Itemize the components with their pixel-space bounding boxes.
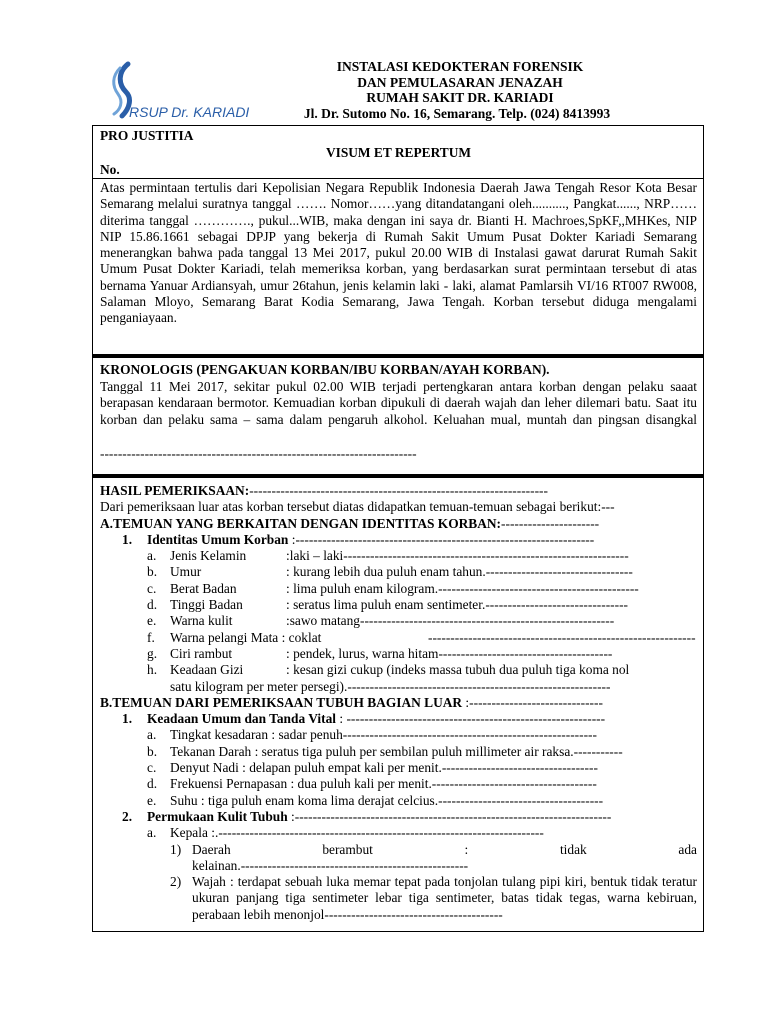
sub2-row: 2) Wajah : terdapat sebuah luka memar tepat pada tonjolan tulang pipi kiri, bentuk tidak teratur ukuran panjang tiga sentimeter lebar tiga sentimeter, batas tidak tegas, warna kebiruan, perabaan lebih menonjol---------------------------------------- <box>170 874 697 922</box>
vital-heading-row: 1. Keadaan Umum dan Tanda Vital : ---------------------------------------------------------- <box>122 711 606 727</box>
section-divider-2 <box>93 474 703 478</box>
vital-item: a. Tingkat kesadaran : sadar penuh--------------------------------------------------------- <box>147 727 597 743</box>
sub1-row: 1) Daerah berambut : tidak ada <box>170 841 697 857</box>
intro-paragraph: Atas permintaan tertulis dari Kepolisian Negara Republik Indonesia Daerah Jawa Tengah Resor Kota Besar Semarang melalui suratnya tanggal ……. Nomor……yang ditandatangani oleh.........., Pangkat......, NRP…… diterima tanggal …………., pukul...WIB, maka dengan ini saya dr. Bianti H. Machroes,SpKF,,MHKes, NIP NIP 15.86.1661 sebagai DPJP yang bekerja di Rumah Sakit Umum Pusat Dokter Kariadi Semarang menerangkan bahwa pada tanggal 13 Mei 2017, pukul 20.00 WIB di Instalasi gawat darurat Rumah Sakit Umum Pusat Dokter Kariadi, telah memeriksa korban, yang berdasarkan surat permintaan tersebut di atas bernama Yanuar Ardiansyah, umur 26tahun, jenis kelamin laki - laki, alamat Pamlarsih VI/16 RT007 RW008, Salaman Mloyo, Semarang Barat Kodia Semarang, Jawa Tengah. Korban tersebut diduga mengalami penganiayaan. <box>100 180 697 326</box>
gizi-cont-row: satu kilogram per meter persegi).----------------------------------------------------------- <box>170 678 611 694</box>
identitas-item: d. Tinggi Badan : seratus lima puluh enam sentimeter.-------------------------------- <box>147 597 629 613</box>
section-a-row: A.TEMUAN YANG BERKAITAN DENGAN IDENTITAS KORBAN:---------------------- <box>100 515 600 531</box>
identitas-heading-row: 1. Identitas Umum Korban :------------------------------------------------------------------- <box>122 531 595 547</box>
pro-justitia: PRO JUSTITIA <box>100 128 194 143</box>
kulit-heading-row: 2. Permukaan Kulit Tubuh :----------------------------------------------------------------------- <box>122 808 612 824</box>
sub1-words: Daerah berambut : tidak ada <box>192 841 697 857</box>
logo-text: RSUP Dr. KARIADI <box>129 104 250 120</box>
identitas-item: a. Jenis Kelamin :laki – laki---------------------------------------------------------------- <box>147 548 629 564</box>
kronologis-dashes: ----------------------------------------------------------------------- <box>100 446 417 461</box>
kronologis-heading: KRONOLOGIS (PENGAKUAN KORBAN/IBU KORBAN/AYAH KORBAN). <box>100 362 550 377</box>
sub1-cont-row: kelainan.--------------------------------------------------- <box>192 857 469 873</box>
document-number: No. <box>100 162 120 177</box>
identitas-item: g. Ciri rambut : pendek, lurus, warna hitam--------------------------------------- <box>147 645 613 661</box>
kepala-row: a. Kepala :.------------------------------------------------------------------------- <box>147 825 544 841</box>
section-b-row: B.TEMUAN DARI PEMERIKSAAN TUBUH BAGIAN LUAR :------------------------------ <box>100 694 603 710</box>
header-line-2: DAN PEMULASARAN JENAZAH <box>357 74 563 90</box>
identitas-item: c. Berat Badan : lima puluh enam kilogram.--------------------------------------------- <box>147 580 639 596</box>
section-a-heading: A.TEMUAN YANG BERKAITAN DENGAN IDENTITAS KORBAN: <box>100 515 502 531</box>
identitas-heading: Identitas Umum Korban :------------------------------------------------------------------- <box>147 531 595 547</box>
identitas-item: f. Warna pelangi Mata : coklat ------------------------------------------------------------ <box>147 629 696 645</box>
gizi-row: h. Keadaan Gizi : kesan gizi cukup (indeks massa tubuh dua puluh tiga koma nol <box>147 662 630 678</box>
hasil-intro: Dari pemeriksaan luar atas korban tersebut diatas didapatkan temuan-temuan sebagai berikut:--- <box>100 499 615 515</box>
header-line-1: INSTALASI KEDOKTERAN FORENSIK <box>336 59 584 74</box>
identitas-list <box>100 548 697 662</box>
vital-item: b. Tekanan Darah : seratus tiga puluh per sembilan puluh millimeter air raksa.----------- <box>147 743 623 759</box>
section-divider <box>93 354 703 358</box>
header-address: Jl. Dr. Sutomo No. 16, Semarang. Telp. (024) 8413993 <box>303 105 611 121</box>
identitas-item: b. Umur : kurang lebih dua puluh enam tahun.--------------------------------- <box>147 564 633 580</box>
vital-item: e. Suhu : tiga puluh enam koma lima derajat celcius.------------------------------------- <box>147 792 604 808</box>
section-b-heading: B.TEMUAN DARI PEMERIKSAAN TUBUH BAGIAN LUAR <box>100 694 463 710</box>
vital-heading: Keadaan Umum dan Tanda Vital : ---------------------------------------------------------- <box>147 711 606 727</box>
hasil-heading-row: HASIL PEMERIKSAAN:------------------------------------------------------------------- <box>100 483 548 498</box>
hasil-section <box>100 483 697 924</box>
visum-title: VISUM ET REPERTUM <box>325 145 472 160</box>
vital-item: c. Denyut Nadi : delapan puluh empat kali per menit.----------------------------------- <box>147 760 598 776</box>
sub2-text: Wajah : terdapat sebuah luka memar tepat pada tonjolan tulang pipi kiri, bentuk tidak teratur ukuran panjang tiga sentimeter lebar tiga sentimeter, batas tidak tegas, warna kebiruan, perabaan lebih menonjol---------------------------------------- <box>192 874 697 922</box>
divider <box>93 178 703 179</box>
institution-header <box>268 59 652 121</box>
vital-list <box>100 727 697 808</box>
vital-item: d. Frekuensi Pernapasan : dua puluh kali per menit.------------------------------------- <box>147 776 597 792</box>
header-line-3: RUMAH SAKIT DR. KARIADI <box>366 90 554 105</box>
kronologis-text: Tanggal 11 Mei 2017, sekitar pukul 02.00 WIB terjadi pertengkaran antara korban dengan pelaku saaat berapasan kendaraan bermotor. Kemuadian korban dipukuli di daerah wajah dan leher dilemari batu. Saat itu korban dan pelaku sama – sama dalam pengaruh alkohol. Keluahan mual, muntah dan pingsan disangkal <box>100 379 697 427</box>
kulit-heading: Permukaan Kulit Tubuh :----------------------------------------------------------------------- <box>147 808 612 824</box>
identitas-item: e. Warna kulit :sawo matang--------------------------------------------------------- <box>147 613 615 629</box>
hasil-heading: HASIL PEMERIKSAAN: <box>100 483 250 498</box>
